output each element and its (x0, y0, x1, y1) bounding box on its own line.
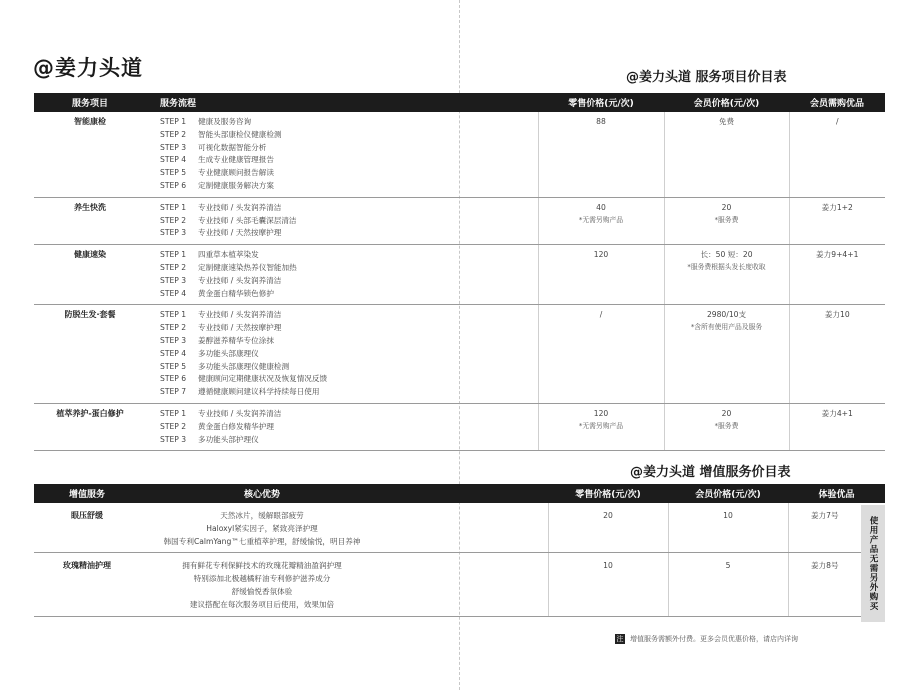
step-line (160, 154, 370, 167)
footnote-text: 增值服务需额外付费。更多会员优惠价格，请店内详询 (630, 635, 798, 643)
member-price-cell (664, 112, 789, 197)
advantage-line: 天然冰片，缓解眼部疲劳 (220, 511, 304, 520)
advantage-line: 舒缓愉悦香氛体验 (231, 586, 293, 596)
col-header: 会员价格(元/次) (664, 93, 789, 112)
retail-price-cell (538, 197, 664, 244)
step-line (160, 262, 370, 275)
col-header: 核心优势 (140, 484, 384, 503)
step-line (160, 361, 370, 374)
step-text: 姜醇滋养精华专位涂抹 (198, 335, 274, 345)
table-header-row (34, 484, 885, 503)
step-text: 智能头部康检仪健康检测 (198, 129, 282, 139)
advantages-cell (140, 553, 384, 616)
step-number: STEP 6 (160, 180, 187, 190)
member-goods-cell: 姜力9+4+1 (789, 245, 885, 305)
footnote (615, 634, 798, 644)
service-name-cell: 健康速染 (34, 245, 146, 305)
retail-price-cell (538, 112, 664, 197)
step-line (160, 275, 370, 288)
service-name-cell: 防脱生发·套餐 (34, 305, 146, 404)
member-goods-cell: 姜力1+2 (789, 197, 885, 244)
service-steps-cell (146, 245, 374, 305)
spacer-cell (374, 245, 538, 305)
step-text: 专业技师 / 天然按摩护理 (198, 228, 282, 238)
retail-price-cell: 10 (548, 553, 668, 616)
member-goods-cell: 姜力10 (789, 305, 885, 404)
value-added-price-table (34, 484, 885, 617)
service-name-cell: 养生快洗 (34, 197, 146, 244)
service-steps-cell (146, 197, 374, 244)
spacer-cell (374, 403, 538, 450)
step-number: STEP 5 (160, 168, 187, 178)
member-price-cell (664, 305, 789, 404)
step-number: STEP 1 (160, 250, 187, 260)
retail-price-note: *无需另购产品 (578, 421, 624, 430)
step-text: 黄金蛋白修发精华护理 (198, 421, 274, 431)
step-text: 专业健康顾问报告解读 (198, 168, 274, 178)
col-header: 服务流程 (146, 93, 538, 112)
service-steps-cell (146, 403, 374, 450)
step-number: STEP 6 (160, 374, 187, 384)
member-price-note: *服务费 (714, 421, 739, 430)
service-price-table (34, 93, 885, 451)
step-line (160, 421, 370, 434)
step-number: STEP 3 (160, 335, 187, 345)
step-text: 定制健康服务解决方案 (198, 180, 274, 190)
retail-price: 120 (593, 408, 609, 418)
table-row (34, 197, 885, 244)
step-line (160, 116, 370, 129)
member-price-note: *服务费 (714, 215, 739, 224)
step-line (160, 249, 370, 262)
member-price: 20 (721, 202, 732, 212)
step-line (160, 408, 370, 421)
step-line (160, 202, 370, 215)
value-service-name-cell: 眼压舒缓 (34, 503, 140, 553)
retail-price-note: *无需另购产品 (578, 215, 624, 224)
table-row (34, 305, 885, 404)
service-price-title: @姜力头道 服务项目价目表 (626, 70, 787, 85)
member-price-note: *含所有使用产品及服务 (690, 323, 763, 332)
retail-price-cell: 20 (548, 503, 668, 553)
value-service-name-cell: 玫瑰精油护理 (34, 553, 140, 616)
step-line (160, 215, 370, 228)
step-number: STEP 4 (160, 348, 187, 358)
member-price-note: *服务费根据头发长度收取 (687, 262, 766, 271)
table-row (34, 503, 885, 553)
spacer-cell (374, 305, 538, 404)
step-line (160, 129, 370, 142)
step-number: STEP 1 (160, 117, 187, 126)
advantage-line: Haloxyl紧实因子，紧致亮泽护理 (206, 523, 318, 533)
table-row (34, 112, 885, 197)
col-header-spacer (384, 484, 548, 503)
step-number: STEP 2 (160, 262, 187, 272)
step-text: 定制健康速染热养仪智能加热 (198, 262, 297, 272)
value-added-price-title: @姜力头道 增值服务价目表 (630, 465, 791, 480)
advantage-line: 特别添加北极越橘籽油专利修护滋养成分 (193, 574, 331, 584)
col-header: 会员价格(元/次) (668, 484, 788, 503)
col-header: 服务项目 (34, 93, 146, 112)
table-row (34, 553, 885, 616)
step-line (160, 335, 370, 348)
service-steps-cell (146, 305, 374, 404)
col-header: 增值服务 (34, 484, 140, 503)
advantage-line: 拥有鲜花专利保鲜技术的玫瑰花瓣精油盈润护理 (182, 561, 342, 571)
step-line (160, 227, 370, 240)
spacer-cell (374, 197, 538, 244)
trial-goods-cell: 姜力7号 (788, 503, 885, 553)
step-line (160, 309, 370, 322)
step-text: 四重草本植萃染发 (198, 250, 259, 260)
step-text: 专业技师 / 头发润养清洁 (198, 310, 282, 320)
step-number: STEP 2 (160, 421, 187, 431)
table-row (34, 245, 885, 305)
table-row (34, 403, 885, 450)
retail-price: / (599, 310, 603, 320)
retail-price-cell (538, 305, 664, 404)
advantages-cell (140, 503, 384, 553)
step-text: 健康顾问定期健康状况及恢复情况反馈 (198, 374, 328, 384)
member-price-cell (664, 403, 789, 450)
step-text: 专业技师 / 头发润养清洁 (198, 202, 282, 212)
retail-price-cell (538, 403, 664, 450)
step-number: STEP 1 (160, 202, 187, 212)
step-number: STEP 3 (160, 228, 187, 238)
member-goods-cell: 姜力4+1 (789, 403, 885, 450)
retail-price: 120 (593, 250, 609, 260)
member-price: 2980/10支 (706, 310, 747, 320)
step-text: 可视化数据智能分析 (198, 142, 267, 152)
step-text: 多功能头部康理仪 (198, 348, 259, 358)
col-header: 会员需购优品 (789, 93, 885, 112)
no-purchase-badge (861, 505, 885, 622)
step-line (160, 288, 370, 301)
brand-logo: @姜力头道 (33, 56, 143, 80)
step-text: 专业技师 / 头部毛囊深层清洁 (198, 215, 297, 225)
retail-price: 40 (596, 202, 606, 212)
spacer-cell (374, 112, 538, 197)
service-steps-cell (146, 112, 374, 197)
service-name-cell: 智能康检 (34, 112, 146, 197)
step-number: STEP 5 (160, 361, 187, 371)
trial-goods-cell: 姜力8号 (788, 553, 885, 616)
step-line (160, 434, 370, 447)
note-tag: 注 (616, 635, 624, 643)
spacer-cell (384, 553, 548, 616)
step-line (160, 322, 370, 335)
step-text: 专业技师 / 头发润养清洁 (198, 408, 282, 418)
member-price-cell: 10 (668, 503, 788, 553)
step-text: 专业技师 / 天然按摩护理 (198, 323, 282, 333)
step-line (160, 373, 370, 386)
step-text: 生成专业健康管理报告 (198, 155, 274, 165)
step-number: STEP 2 (160, 323, 187, 333)
retail-price: 88 (596, 117, 606, 126)
col-header: 体验优品 (788, 484, 885, 503)
step-text: 多功能头部康理仪健康检测 (198, 361, 290, 371)
step-line (160, 180, 370, 193)
spacer-cell (384, 503, 548, 553)
member-price-cell (664, 197, 789, 244)
retail-price-cell (538, 245, 664, 305)
step-text: 健康及服务咨询 (198, 117, 252, 126)
step-number: STEP 1 (160, 310, 187, 320)
step-line (160, 142, 370, 155)
step-number: STEP 2 (160, 129, 187, 139)
step-number: STEP 3 (160, 434, 187, 444)
step-number: STEP 1 (160, 408, 187, 418)
member-price: 20 (721, 408, 732, 418)
step-line (160, 167, 370, 180)
advantage-line: 韩国专利CalmYang™七重植萃护理，舒缓愉悦，明目养神 (163, 536, 361, 546)
step-number: STEP 7 (160, 387, 187, 397)
col-header: 零售价格(元/次) (538, 93, 664, 112)
member-price: 长：50 短：20 (700, 250, 753, 260)
table-header-row (34, 93, 885, 112)
service-name-cell: 植萃养护-蛋白修护 (34, 403, 146, 450)
member-price-cell (664, 245, 789, 305)
member-price-cell: 5 (668, 553, 788, 616)
step-number: STEP 3 (160, 275, 187, 285)
step-number: STEP 4 (160, 288, 187, 298)
step-text: 黄金蛋白精华锁色修护 (198, 288, 274, 298)
step-line (160, 348, 370, 361)
col-header: 零售价格(元/次) (548, 484, 668, 503)
step-text: 多功能头部护理仪 (198, 434, 259, 444)
step-number: STEP 4 (160, 155, 187, 165)
step-text: 专业技师 / 头发润养清洁 (198, 275, 282, 285)
member-goods-cell: / (789, 112, 885, 197)
step-text: 遵循健康顾问建议科学持续每日使用 (198, 387, 320, 397)
member-price: 免费 (718, 117, 735, 126)
step-line (160, 386, 370, 399)
no-purchase-badge-text: 使用产品无需另外购买 (868, 516, 878, 611)
advantage-line: 建议搭配在每次服务项目后使用，效果加倍 (189, 599, 335, 609)
step-number: STEP 2 (160, 215, 187, 225)
step-number: STEP 3 (160, 142, 187, 152)
